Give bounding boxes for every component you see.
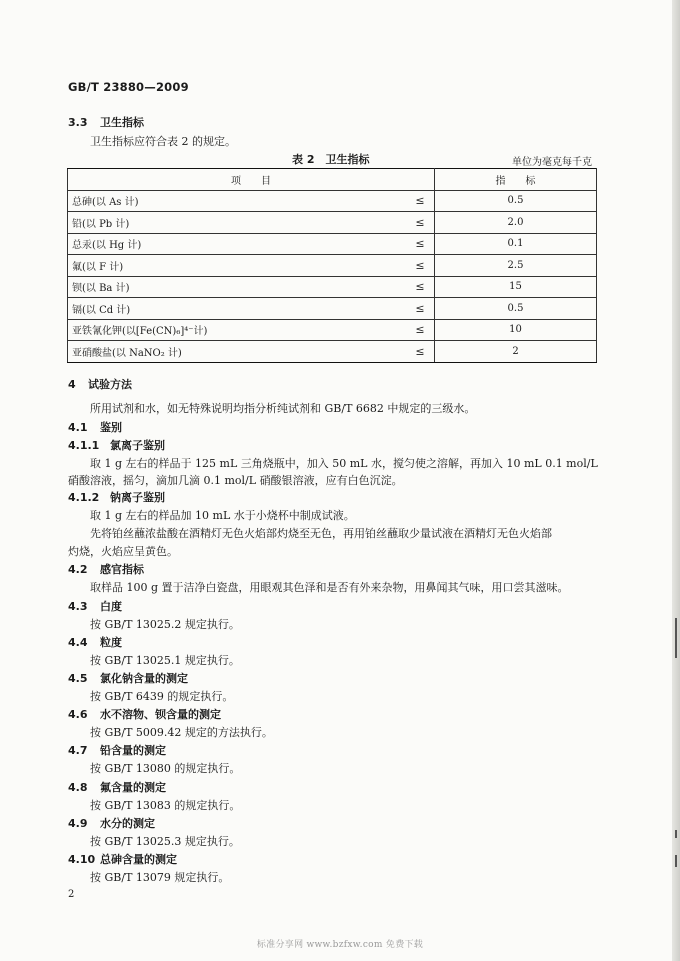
row-item: 镉(以 Cd 计) xyxy=(68,298,407,320)
section-4-1-heading xyxy=(68,419,122,435)
table-caption: 表 2 卫生指标 xyxy=(292,153,370,166)
section-4-7-heading xyxy=(68,742,166,758)
row-item: 氟(以 F 计) xyxy=(68,255,407,277)
section-number: 4.8 xyxy=(68,781,88,794)
section-4-heading xyxy=(68,376,132,392)
section-number: 4.6 xyxy=(68,708,88,721)
table-row xyxy=(68,298,597,320)
section-4-10-text: 按 GB/T 13079 规定执行。 xyxy=(90,871,230,884)
row-value: 10 xyxy=(435,319,597,341)
row-symbol: ≤ xyxy=(406,255,435,277)
section-number: 4.3 xyxy=(68,600,88,613)
section-title: 试验方法 xyxy=(88,378,132,391)
watermark-footer: 标准分享网 www.bzfxw.com 免费下载 xyxy=(256,940,424,950)
row-item: 总砷(以 As 计) xyxy=(68,190,407,212)
row-value: 0.5 xyxy=(435,190,597,212)
section-number: 4.7 xyxy=(68,744,88,757)
section-title: 白度 xyxy=(100,600,122,613)
scan-edge-mark xyxy=(675,855,677,867)
row-item: 钡(以 Ba 计) xyxy=(68,276,407,298)
section-4-8-text: 按 GB/T 13083 的规定执行。 xyxy=(90,799,241,812)
row-value: 0.5 xyxy=(435,298,597,320)
section-4-3-text: 按 GB/T 13025.2 规定执行。 xyxy=(90,618,240,631)
section-4-1-2-line3: 灼烧，火焰应呈黄色。 xyxy=(68,545,178,558)
row-value: 2.5 xyxy=(435,255,597,277)
section-4-10-heading xyxy=(68,851,177,867)
section-number: 4.1.1 xyxy=(68,439,100,452)
section-4-8-heading xyxy=(68,779,166,795)
section-title: 铅含量的测定 xyxy=(100,744,166,757)
section-4-1-1-line2: 硝酸溶液，摇匀，滴加几滴 0.1 mol/L 硝酸银溶液，应有白色沉淀。 xyxy=(68,474,403,487)
row-symbol: ≤ xyxy=(406,190,435,212)
section-4-2-text: 取样品 100 g 置于洁净白瓷盘，用眼观其色泽和是否有外来杂物，用鼻闻其气味，用口尝其滋味。 xyxy=(90,581,569,594)
section-number: 4.9 xyxy=(68,817,88,830)
section-4-2-heading xyxy=(68,561,144,577)
row-value: 15 xyxy=(435,276,597,298)
section-3-3-text: 卫生指标应符合表 2 的规定。 xyxy=(90,135,236,148)
section-title: 水不溶物、钡含量的测定 xyxy=(100,708,221,721)
row-symbol: ≤ xyxy=(406,319,435,341)
section-4-5-heading xyxy=(68,670,188,686)
row-value: 2 xyxy=(435,341,597,363)
section-4-1-1-line1: 取 1 g 左右的样品于 125 mL 三角烧瓶中，加入 50 mL 水，搅匀使之溶解，再加入 10 mL 0.1 mol/L xyxy=(90,457,598,470)
row-symbol: ≤ xyxy=(406,212,435,234)
section-title: 粒度 xyxy=(100,636,122,649)
section-number: 4.5 xyxy=(68,672,88,685)
section-title: 钠离子鉴别 xyxy=(110,491,165,504)
section-number: 4.1 xyxy=(68,421,88,434)
section-number: 4.10 xyxy=(68,853,96,866)
section-title: 氯化钠含量的测定 xyxy=(100,672,188,685)
section-title: 氟含量的测定 xyxy=(100,781,166,794)
table-row xyxy=(68,255,597,277)
section-4-5-text: 按 GB/T 6439 的规定执行。 xyxy=(90,690,234,703)
row-item: 亚铁氰化钾(以[Fe(CN)₆]⁴⁻计) xyxy=(68,319,407,341)
row-item: 亚硝酸盐(以 NaNO₂ 计) xyxy=(68,341,407,363)
row-symbol: ≤ xyxy=(406,298,435,320)
section-4-1-2-line1: 取 1 g 左右的样品加 10 mL 水于小烧杯中制成试液。 xyxy=(90,509,355,522)
table-body xyxy=(68,190,597,362)
section-4-9-heading xyxy=(68,815,155,831)
section-4-1-1-heading xyxy=(68,437,165,453)
section-4-6-heading xyxy=(68,706,221,722)
column-header-item: 项 目 xyxy=(68,169,435,191)
section-4-6-text: 按 GB/T 5009.42 规定的方法执行。 xyxy=(90,726,273,739)
section-number: 4.1.2 xyxy=(68,491,100,504)
page-number: 2 xyxy=(68,889,75,900)
table-row xyxy=(68,190,597,212)
row-item: 铅(以 Pb 计) xyxy=(68,212,407,234)
section-title: 卫生指标 xyxy=(100,116,144,129)
section-title: 总砷含量的测定 xyxy=(100,853,177,866)
section-number: 4.2 xyxy=(68,563,88,576)
section-title: 水分的测定 xyxy=(100,817,155,830)
table-header-row xyxy=(68,169,597,191)
section-4-1-2-heading xyxy=(68,489,165,505)
standard-code-header: GB/T 23880—2009 xyxy=(68,80,189,94)
row-symbol: ≤ xyxy=(406,276,435,298)
table-row xyxy=(68,233,597,255)
section-4-4-heading xyxy=(68,634,122,650)
table-unit: 单位为毫克每千克 xyxy=(512,157,592,168)
section-title: 感官指标 xyxy=(100,563,144,576)
scan-edge-mark xyxy=(675,618,677,658)
row-item: 总汞(以 Hg 计) xyxy=(68,233,407,255)
row-value: 0.1 xyxy=(435,233,597,255)
row-symbol: ≤ xyxy=(406,233,435,255)
row-symbol: ≤ xyxy=(406,341,435,363)
section-4-9-text: 按 GB/T 13025.3 规定执行。 xyxy=(90,835,240,848)
section-title: 鉴别 xyxy=(100,421,122,434)
scan-edge xyxy=(672,0,680,961)
section-number: 4.4 xyxy=(68,636,88,649)
table-row xyxy=(68,276,597,298)
section-4-intro: 所用试剂和水，如无特殊说明均指分析纯试剂和 GB/T 6682 中规定的三级水。 xyxy=(90,402,476,415)
section-3-3-heading xyxy=(68,114,144,130)
section-4-1-2-line2: 先将铂丝蘸浓盐酸在酒精灯无色火焰部灼烧至无色，再用铂丝蘸取少量试液在酒精灯无色火焰部 xyxy=(90,527,552,540)
scan-edge-mark xyxy=(675,830,677,838)
table-row xyxy=(68,341,597,363)
section-number: 3.3 xyxy=(68,116,88,129)
table-row xyxy=(68,319,597,341)
section-4-7-text: 按 GB/T 13080 的规定执行。 xyxy=(90,762,241,775)
table-row xyxy=(68,212,597,234)
section-number: 4 xyxy=(68,378,76,391)
column-header-index: 指 标 xyxy=(435,169,597,191)
row-value: 2.0 xyxy=(435,212,597,234)
section-4-3-heading xyxy=(68,598,122,614)
section-4-4-text: 按 GB/T 13025.1 规定执行。 xyxy=(90,654,240,667)
hygiene-index-table xyxy=(67,168,597,363)
section-title: 氯离子鉴别 xyxy=(110,439,165,452)
